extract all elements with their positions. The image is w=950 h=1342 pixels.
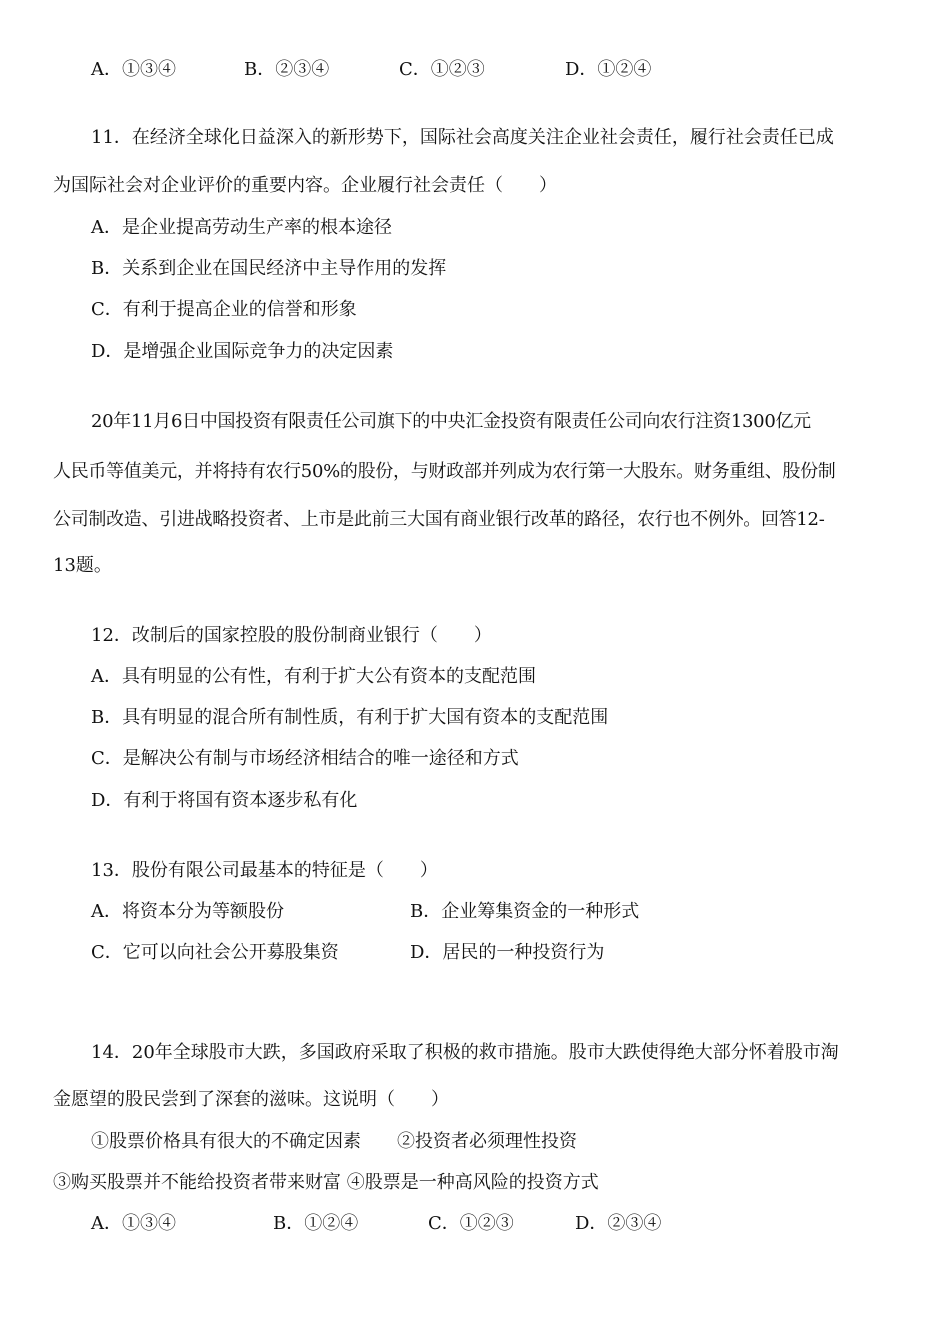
q12-option-a: A．具有明显的公有性，有利于扩大公有资本的支配范围	[91, 666, 536, 687]
q13-option-d: D．居民的一种投资行为	[410, 942, 605, 963]
q12-option-d: D．有利于将国有资本逐步私有化	[91, 790, 358, 811]
q10-option-a: A．①③④	[91, 59, 176, 80]
q14-option-b: B．①②④	[273, 1213, 359, 1234]
q10-option-b: B．②③④	[244, 59, 330, 80]
q13-stem: 13．股份有限公司最基本的特征是（ ）	[91, 860, 438, 881]
q11-stem-line2: 为国际社会对企业评价的重要内容。企业履行社会责任（ ）	[53, 175, 557, 196]
material-line3: 公司制改造、引进战略投资者、上市是此前三大国有商业银行改革的路径，农行也不例外。回答12-	[53, 509, 825, 530]
q10-option-d: D．①②④	[565, 59, 652, 80]
q10-option-c: C．①②③	[399, 59, 485, 80]
q11-option-a: A．是企业提高劳动生产率的根本途径	[91, 217, 392, 238]
material-line1: 20年11月6日中国投资有限责任公司旗下的中央汇金投资有限责任公司向农行注资1300亿元	[91, 411, 811, 432]
q14-statement-line1: ①股票价格具有很大的不确定因素 ②投资者必须理性投资	[91, 1131, 577, 1152]
q13-option-c: C．它可以向社会公开募股集资	[91, 942, 339, 963]
q11-stem-line1: 11．在经济全球化日益深入的新形势下，国际社会高度关注企业社会责任，履行社会责任已成	[91, 127, 834, 148]
material-line4: 13题。	[53, 555, 112, 576]
q11-option-b: B．关系到企业在国民经济中主导作用的发挥	[91, 258, 447, 279]
q11-option-d: D．是增强企业国际竞争力的决定因素	[91, 341, 394, 362]
q13-option-a: A．将资本分为等额股份	[91, 901, 284, 922]
material-line2: 人民币等值美元，并将持有农行50%的股份，与财政部并列成为农行第一大股东。财务重组、股份制	[53, 461, 836, 482]
q12-option-c: C．是解决公有制与市场经济相结合的唯一途径和方式	[91, 748, 519, 769]
q14-option-c: C．①②③	[428, 1213, 514, 1234]
q14-option-d: D．②③④	[575, 1213, 662, 1234]
q14-stem-line1: 14．20年全球股市大跌，多国政府采取了积极的救市措施。股市大跌使得绝大部分怀着股市淘	[91, 1042, 839, 1063]
q12-option-b: B．具有明显的混合所有制性质，有利于扩大国有资本的支配范围	[91, 707, 609, 728]
q11-option-c: C．有利于提高企业的信誉和形象	[91, 299, 357, 320]
q14-statement-line2: ③购买股票并不能给投资者带来财富 ④股票是一种高风险的投资方式	[53, 1172, 599, 1193]
q14-stem-line2: 金愿望的股民尝到了深套的滋味。这说明（ ）	[53, 1089, 449, 1110]
q13-option-b: B．企业筹集资金的一种形式	[410, 901, 640, 922]
q12-stem: 12．改制后的国家控股的股份制商业银行（ ）	[91, 625, 492, 646]
q14-option-a: A．①③④	[91, 1213, 176, 1234]
